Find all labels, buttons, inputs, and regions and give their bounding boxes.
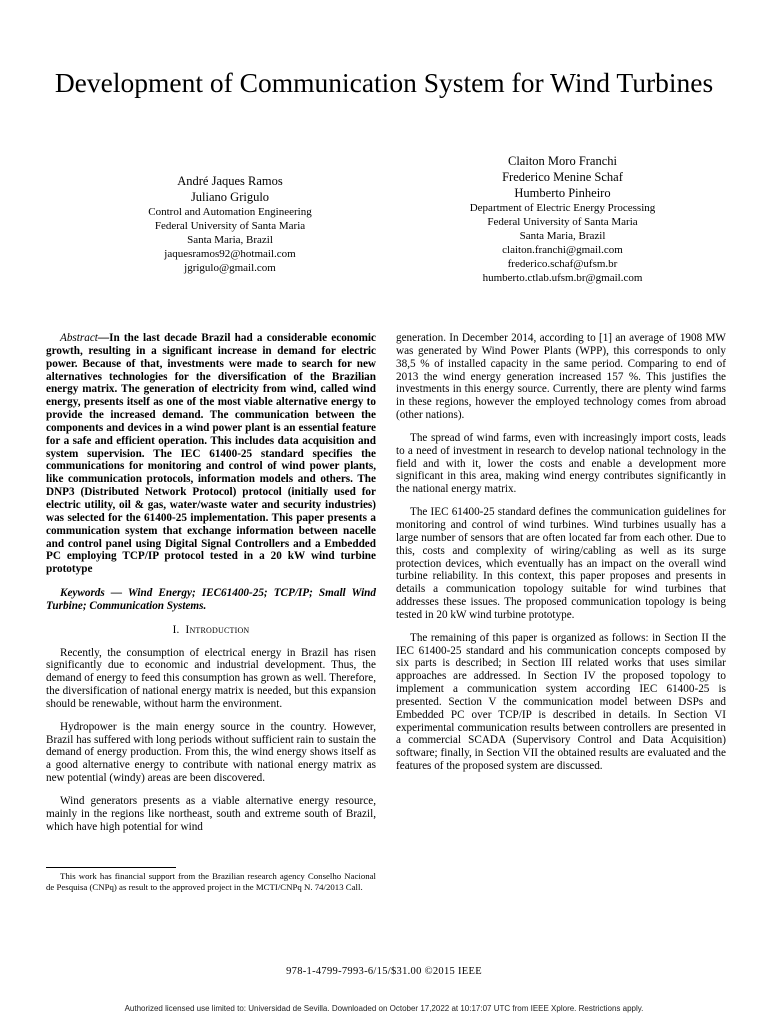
keywords-text: — Wind Energy; IEC61400-25; TCP/IP; Small Wind Turbine; Communication Systems.	[46, 587, 376, 612]
body-paragraph: The IEC 61400-25 standard defines the communication guidelines for monitoring and control of wind turbines. Wind turbines usually has a large number of sensors that are often located far from each other. Due to this, costs and complexity of wiring/cabling as well as its surge protection devices, which eventually has an impact on the overall wind turbine reliability. In this context, this paper proposes and presents in details a communication topology suitable for wind turbines that addresses these issues. The proposed communication topology is being tested in 20 kW wind turbine prototype.	[396, 506, 726, 621]
left-column	[46, 332, 376, 834]
author-email: jaquesramos92@hotmail.com	[164, 248, 296, 260]
author-email: jgrigulo@gmail.com	[184, 262, 276, 274]
affiliation-line: Santa Maria, Brazil	[187, 234, 273, 246]
body-paragraph: Wind generators presents as a viable alternative energy resource, mainly in the regions like northeast, south and extreme south of Brazil, which have high potential for wind	[46, 795, 376, 833]
license-notice: Authorized licensed use limited to: Universidad de Sevilla. Downloaded on October 17,2022 at 10:17:07 UTC from IEEE Xplore. Restrictions apply.	[124, 1004, 644, 1013]
copyright-line: 978-1-4799-7993-6/15/$31.00 ©2015 IEEE	[286, 966, 482, 977]
right-column	[396, 332, 726, 773]
affiliation-line: Control and Automation Engineering	[148, 206, 312, 218]
author-email: frederico.schaf@ufsm.br	[507, 258, 618, 270]
body-paragraph: generation. In December 2014, according to [1] an average of 1908 MW was generated by Wind Power Plants (WPP), this corresponds to only 38,5 % of installed capacity in the same period. Comparing to end of 2013 the wind energy generation increased 157 %. This justifies the investments in this energy source. Currently, there are plenty wind farms in these regions, however the employed technology comes from abroad (other nations).	[396, 332, 726, 422]
abstract	[46, 332, 376, 576]
body-paragraph: Hydropower is the main energy source in the country. However, Brazil has suffered with long periods without sufficient rain to sustain the demand of energy production. From this, the wind energy shows itself as a good alternative energy to contribute with national energy matrix as new potential (windy) areas are been discovered.	[46, 720, 376, 785]
author-email: claiton.franchi@gmail.com	[502, 244, 623, 256]
body-paragraph: Recently, the consumption of electrical energy in Brazil has risen significantly due to economic and industrial development. Thus, the demand of energy to feed this consumption has grown as well. Therefore, the diversification of national energy matrix is needed, but this expansion should be renewable, without harm the environment.	[46, 646, 376, 710]
author-email: humberto.ctlab.ufsm.br@gmail.com	[482, 272, 643, 284]
author-block-left	[80, 173, 380, 275]
affiliation-line: Federal University of Santa Maria	[487, 216, 638, 228]
body-paragraph: The remaining of this paper is organized as follows: in Section II the IEC 61400-25 standard and his communication concepts composed by six parts is described; in Section III related works that uses similar approaches are addressed. In Section IV the proposed topology to implement a communication system according IEC 61400-25 is presented. Section V the communication model between DSPs and Embedded PC over TCP/IP is described in details. In Section VI experimental communication results between controllers are presented in a commercial SCADA (Supervisory Control and Data Acquisition) software; finally, in Section VII the obtained results are evaluated and the features of the proposed system are discussed.	[396, 631, 726, 773]
author-name: Juliano Grigulo	[190, 190, 270, 204]
affiliation-line: Department of Electric Energy Processing	[469, 202, 656, 214]
body-paragraph: The spread of wind farms, even with increasingly import costs, leads to a need of investment in research to develop national technology in the field and with it, lower the costs and enable a development more significant in this area, making wind energy contributes significantly in the national energy matrix.	[396, 431, 726, 496]
keywords-label: Keywords	[60, 587, 105, 600]
section-number: I.	[172, 623, 180, 636]
funding-footnote: This work has financial support from the Brazilian research agency Conselho Nacional de Pesquisa (CNPq) as result to the approved project in the MCTI/CNPq N. 74/2013 Call.	[46, 871, 376, 892]
author-name: Frederico Menine Schaf	[502, 170, 623, 184]
affiliation-line: Santa Maria, Brazil	[519, 230, 606, 242]
affiliation-line: Federal University of Santa Maria	[154, 220, 306, 232]
footnote-divider	[46, 867, 176, 868]
author-name: Humberto Pinheiro	[514, 186, 611, 200]
keywords	[46, 587, 376, 613]
abstract-text: —In the last decade Brazil had a considerable economic growth, resulting in a significant increase in demand for electric power. Because of that, investments were made to search for new alternatives technologies for the diversification of the Brazilian energy matrix. The generation of electricity from wind, called wind energy, presents itself as one of the most viable alternative energy to provide the increased demand. The communication between the components and devices in a wind power plant is an essential feature for a safe and efficient operation. This includes data acquisition and system supervision. The IEC 61400-25 standard specifies the communications for monitoring and control of wind power plants, like communication protocols, information models and others. The DNP3 (Distributed Network Protocol) protocol (initially used for electric utility, oil & gas, water/waste water and security industries) was selected for the 61400-25 implementation. This paper presents a communication system that exchange information between nacelle and control panel using Digital Signal Controllers and a Embedded PC employing TCP/IP protocol tested in a 20 kW wind turbine prototype	[46, 332, 376, 576]
section-heading-introduction	[46, 624, 376, 637]
author-name: André Jaques Ramos	[177, 174, 283, 188]
author-name: Claiton Moro Franchi	[507, 154, 617, 168]
abstract-label: Abstract	[60, 332, 98, 344]
paper-title: Development of Communication System for Wind Turbines	[54, 67, 714, 98]
section-title: Introduction	[185, 623, 250, 636]
author-block-right	[405, 153, 720, 285]
